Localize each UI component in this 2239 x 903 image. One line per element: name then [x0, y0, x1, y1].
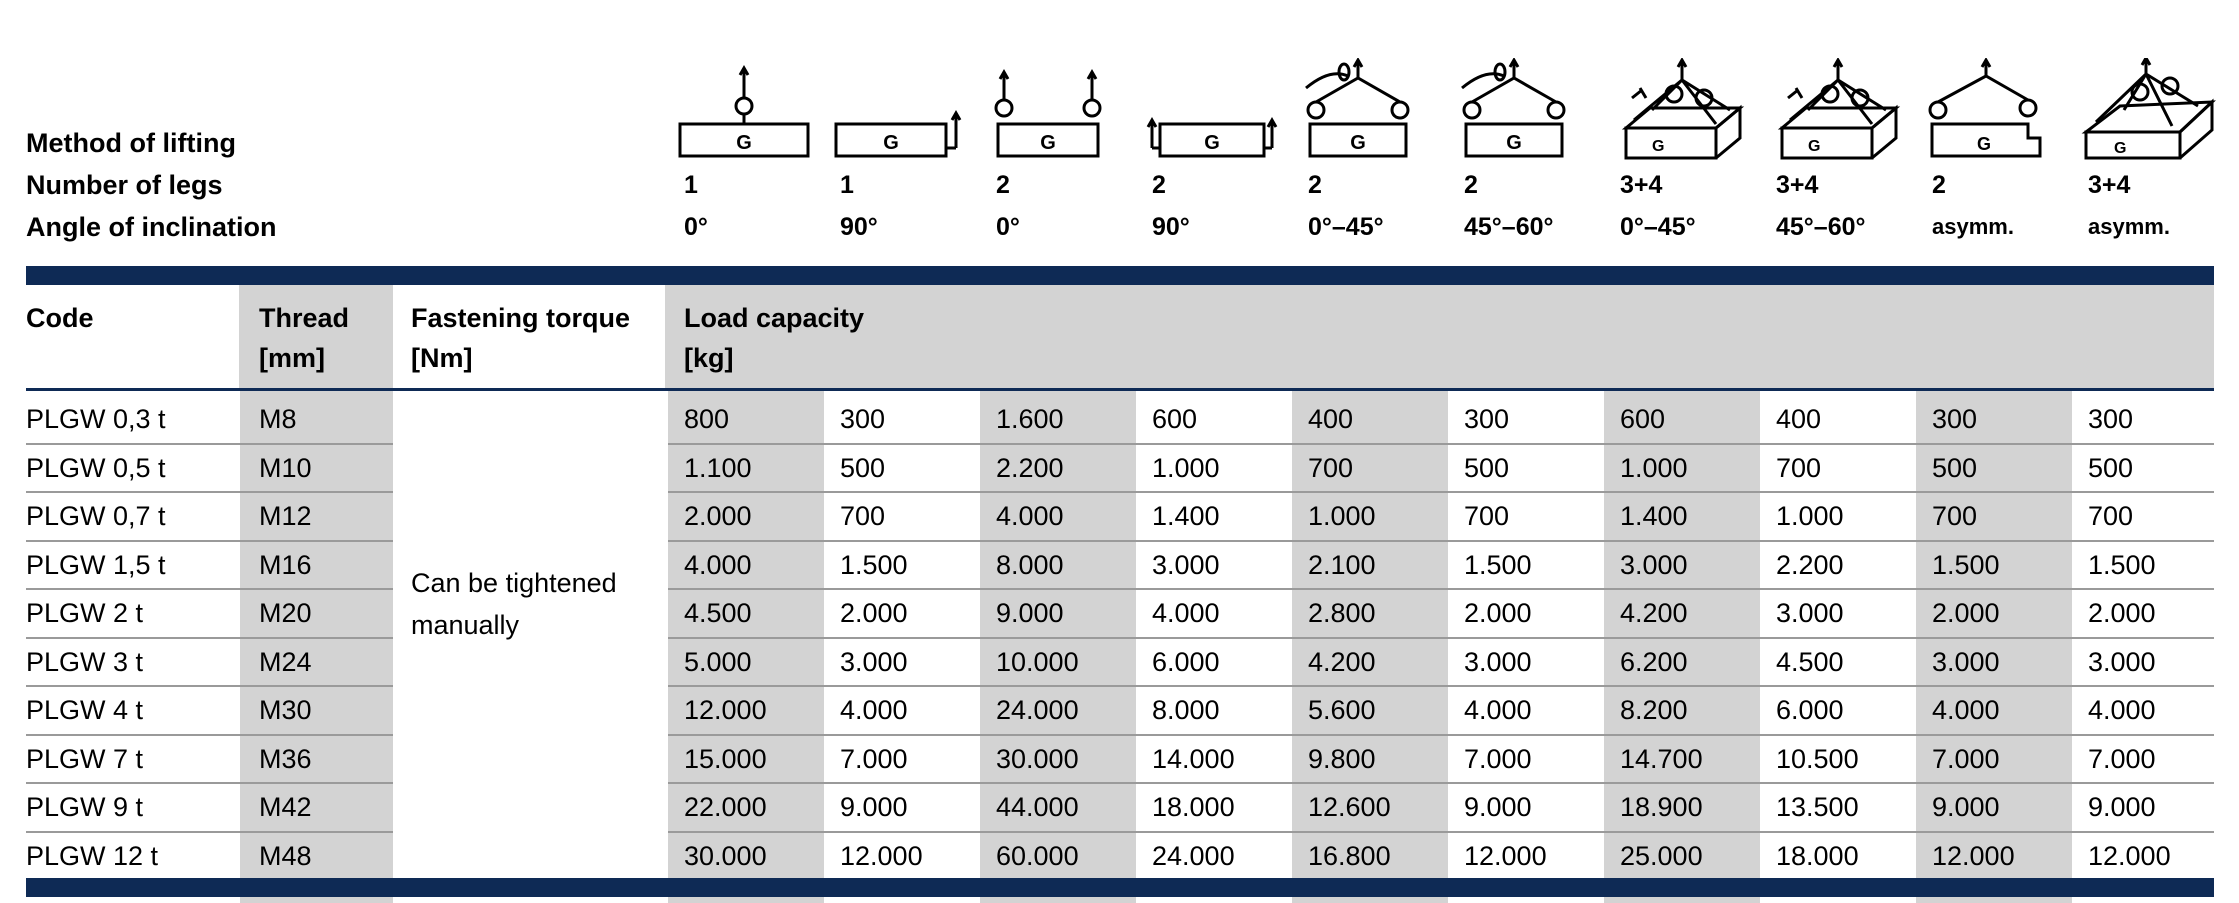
- code-header-text: Code: [26, 303, 94, 333]
- code-cell: PLGW 0,3 t: [26, 404, 166, 434]
- load-cell: 25.000: [1620, 840, 1703, 871]
- load-cell: 1.000: [1776, 501, 1844, 531]
- two-leg-asymmetric-icon: [1924, 58, 2064, 162]
- thread-cell: M12: [259, 501, 312, 531]
- load-cell: 3.000: [2088, 646, 2156, 677]
- angle-value: 0°–45°: [1620, 213, 1696, 241]
- load-cell: 7.000: [1464, 743, 1532, 774]
- load-cell: 9.000: [2088, 792, 2156, 822]
- load-cell: 4.000: [996, 501, 1064, 531]
- svg-text:G: G: [883, 132, 899, 154]
- load-cell: 15.000: [684, 743, 767, 774]
- load-cell: 9.000: [996, 598, 1064, 628]
- svg-text:G: G: [1506, 132, 1522, 154]
- load-cell: 5.600: [1308, 695, 1376, 725]
- load-cell: 4.000: [1152, 598, 1220, 628]
- load-cell: 4.500: [1776, 646, 1844, 677]
- load-cell: 2.000: [1932, 598, 2000, 628]
- load-cell: 18.900: [1620, 792, 1703, 822]
- svg-text:G: G: [1652, 138, 1665, 155]
- code-cell: PLGW 12 t: [26, 840, 159, 871]
- load-cell: 4.200: [1308, 646, 1376, 677]
- load-cell: 1.500: [840, 549, 908, 580]
- code-cell: PLGW 4 t: [26, 695, 144, 725]
- thread-cell: M20: [259, 598, 312, 628]
- code-cell: PLGW 0,5 t: [26, 452, 166, 483]
- torque-note-line1: Can be tightened: [411, 568, 617, 598]
- load-cell: 300: [1932, 404, 1978, 434]
- angle-value: asymm.: [2088, 214, 2170, 239]
- load-cell: 2.000: [2088, 598, 2156, 628]
- load-header-line2: [kg]: [684, 343, 734, 373]
- load-cell: 400: [1776, 404, 1822, 434]
- load-cell: 12.000: [2088, 840, 2171, 871]
- load-cell: 4.000: [2088, 695, 2156, 725]
- load-cell: 1.500: [1464, 549, 1532, 580]
- load-cell: 300: [840, 404, 886, 434]
- angle-value: 90°: [840, 213, 878, 241]
- load-cell: 700: [1776, 452, 1822, 483]
- load-cell: 2.200: [996, 452, 1064, 483]
- load-cell: 14.000: [1152, 743, 1235, 774]
- thread-cell: M8: [259, 404, 297, 434]
- load-cell: 6.000: [1776, 695, 1844, 725]
- legs-value: 2: [1464, 171, 1478, 199]
- torque-column-header: [411, 298, 630, 378]
- legs-value: 3+4: [2088, 171, 2131, 199]
- load-cell: 700: [2088, 501, 2134, 531]
- load-cell: 2.800: [1308, 598, 1376, 628]
- code-cell: PLGW 2 t: [26, 598, 144, 628]
- legs-value: 3+4: [1776, 171, 1819, 199]
- load-cell: 1.500: [1932, 549, 2000, 580]
- thread-cell: M48: [259, 840, 312, 871]
- load-cell: 9.000: [1932, 792, 2000, 822]
- row-separator: [668, 491, 2214, 493]
- code-cell: PLGW 7 t: [26, 743, 144, 774]
- angle-value: asymm.: [1932, 214, 2014, 239]
- load-cell: 500: [1932, 452, 1978, 483]
- number-of-legs-label: Number of legs: [26, 170, 223, 200]
- load-cell: 12.600: [1308, 792, 1391, 822]
- load-cell: 700: [1308, 452, 1354, 483]
- load-cell: 9.000: [1464, 792, 1532, 822]
- code-cell: PLGW 3 t: [26, 646, 144, 677]
- load-cell: 3.000: [1620, 549, 1688, 580]
- load-cell: 300: [2088, 404, 2134, 434]
- thread-cell: M10: [259, 452, 312, 483]
- angle-of-inclination-label: Angle of inclination: [26, 212, 277, 242]
- load-cell: 12.000: [1464, 840, 1547, 871]
- load-cell: 4.000: [684, 549, 752, 580]
- load-cell: 16.800: [1308, 840, 1391, 871]
- single-leg-side-icon: [832, 58, 972, 162]
- thread-cell: M36: [259, 743, 312, 774]
- svg-text:G: G: [1976, 134, 1992, 154]
- thread-cell: M16: [259, 549, 312, 580]
- load-cell: 44.000: [996, 792, 1079, 822]
- code-cell: PLGW 1,5 t: [26, 549, 166, 580]
- thread-header-line1: Thread: [259, 303, 350, 333]
- legs-value: 1: [684, 171, 698, 199]
- code-cell: PLGW 0,7 t: [26, 501, 166, 531]
- load-cell: 10.500: [1776, 743, 1859, 774]
- torque-note-line2: manually: [411, 610, 520, 640]
- load-cell: 300: [1464, 404, 1510, 434]
- load-cell: 6.200: [1620, 646, 1688, 677]
- load-cell: 18.000: [1152, 792, 1235, 822]
- load-cell: 8.000: [1152, 695, 1220, 725]
- load-cell: 600: [1620, 404, 1666, 434]
- legs-value: 2: [1932, 171, 1946, 199]
- load-cell: 700: [1464, 501, 1510, 531]
- load-cell: 12.000: [840, 840, 923, 871]
- angle-value: 45°–60°: [1464, 213, 1554, 241]
- bottom-divider-bar: [26, 878, 2214, 897]
- load-cell: 8.000: [996, 549, 1064, 580]
- load-cell: 1.000: [1152, 452, 1220, 483]
- load-cell: 6.000: [1152, 646, 1220, 677]
- load-cell: 2.000: [684, 501, 752, 531]
- load-cell: 1.600: [996, 404, 1064, 434]
- load-cell: 2.200: [1776, 549, 1844, 580]
- header-underline: [26, 388, 2214, 391]
- load-cell: 500: [840, 452, 886, 483]
- load-cell: 1.000: [1620, 452, 1688, 483]
- legs-value: 2: [1308, 171, 1322, 199]
- load-cell: 9.000: [840, 792, 908, 822]
- row-separator: [668, 443, 2214, 445]
- load-cell: 3.000: [1152, 549, 1220, 580]
- thread-cell: M30: [259, 695, 312, 725]
- torque-header-line1: Fastening torque: [411, 303, 631, 333]
- load-cell: 1.100: [684, 452, 752, 483]
- angle-value: 0°–45°: [1308, 213, 1384, 241]
- torque-note: [411, 562, 661, 646]
- legs-value: 2: [1152, 171, 1166, 199]
- load-cell: 700: [1932, 501, 1978, 531]
- load-cell: 7.000: [1932, 743, 2000, 774]
- load-cell: 30.000: [684, 840, 767, 871]
- legs-value: 1: [840, 171, 854, 199]
- svg-text:G: G: [736, 132, 752, 154]
- load-cell: 1.400: [1152, 501, 1220, 531]
- load-cell: 4.500: [684, 598, 752, 628]
- angle-value: 0°: [996, 213, 1020, 241]
- angle-value: 0°: [684, 213, 708, 241]
- load-cell: 30.000: [996, 743, 1079, 774]
- two-leg-side-icon: [1144, 58, 1284, 162]
- load-cell: 12.000: [1932, 840, 2015, 871]
- code-column-header: [26, 298, 94, 338]
- two-leg-angled-icon: [1300, 58, 1440, 162]
- load-cell: 3.000: [1932, 646, 2000, 677]
- load-cell: 500: [2088, 452, 2134, 483]
- load-cell: 7.000: [840, 743, 908, 774]
- svg-text:G: G: [1204, 132, 1220, 154]
- load-cell: 2.100: [1308, 549, 1376, 580]
- four-leg-angled-icon: [1768, 58, 1908, 162]
- single-leg-vertical-icon: [676, 58, 816, 162]
- load-cell: 1.000: [1308, 501, 1376, 531]
- load-cell: 60.000: [996, 840, 1079, 871]
- load-cell: 1.400: [1620, 501, 1688, 531]
- angle-value: 45°–60°: [1776, 213, 1866, 241]
- thread-cell: M24: [259, 646, 312, 677]
- load-capacity-column-header: [684, 298, 864, 378]
- load-cell: 8.200: [1620, 695, 1688, 725]
- load-cell: 2.000: [1464, 598, 1532, 628]
- load-cell: 3.000: [1464, 646, 1532, 677]
- load-cell: 5.000: [684, 646, 752, 677]
- load-header-line1: Load capacity: [684, 303, 865, 333]
- load-cell: 500: [1464, 452, 1510, 483]
- load-cell: 14.700: [1620, 743, 1703, 774]
- load-cell: 22.000: [684, 792, 767, 822]
- two-leg-angled-icon: [1456, 58, 1596, 162]
- load-cell: 2.000: [840, 598, 908, 628]
- svg-text:G: G: [1040, 132, 1056, 154]
- legs-value: 3+4: [1620, 171, 1663, 199]
- load-cell: 400: [1308, 404, 1354, 434]
- legs-value: 2: [996, 171, 1010, 199]
- load-cell: 7.000: [2088, 743, 2156, 774]
- load-cell: 4.000: [840, 695, 908, 725]
- load-cell: 12.000: [684, 695, 767, 725]
- load-cell: 24.000: [996, 695, 1079, 725]
- svg-text:G: G: [1808, 138, 1821, 155]
- angle-value: 90°: [1152, 213, 1190, 241]
- load-cell: 10.000: [996, 646, 1079, 677]
- column-header-band: [26, 285, 2214, 389]
- load-cell: 18.000: [1776, 840, 1859, 871]
- load-cell: 3.000: [1776, 598, 1844, 628]
- method-of-lifting-label: Method of lifting: [26, 128, 236, 158]
- thread-column-header: [259, 298, 349, 378]
- load-cell: 4.000: [1932, 695, 2000, 725]
- load-cell: 13.500: [1776, 792, 1859, 822]
- load-cell: 800: [684, 404, 730, 434]
- load-cell: 700: [840, 501, 886, 531]
- thread-header-line2: [mm]: [259, 343, 325, 373]
- load-cell: 4.000: [1464, 695, 1532, 725]
- four-leg-asymmetric-icon: [2080, 58, 2220, 162]
- two-leg-vertical-icon: [988, 58, 1128, 162]
- load-cell: 1.500: [2088, 549, 2156, 580]
- code-cell: PLGW 9 t: [26, 792, 144, 822]
- four-leg-angled-icon: [1612, 58, 1752, 162]
- load-cell: 4.200: [1620, 598, 1688, 628]
- top-divider-bar: [26, 266, 2214, 285]
- load-cell: 600: [1152, 404, 1198, 434]
- load-cell: 3.000: [840, 646, 908, 677]
- svg-text:G: G: [1350, 132, 1366, 154]
- svg-text:G: G: [2114, 140, 2127, 157]
- torque-header-line2: [Nm]: [411, 343, 473, 373]
- load-cell: 24.000: [1152, 840, 1235, 871]
- load-cell: 9.800: [1308, 743, 1376, 774]
- thread-cell: M42: [259, 792, 312, 822]
